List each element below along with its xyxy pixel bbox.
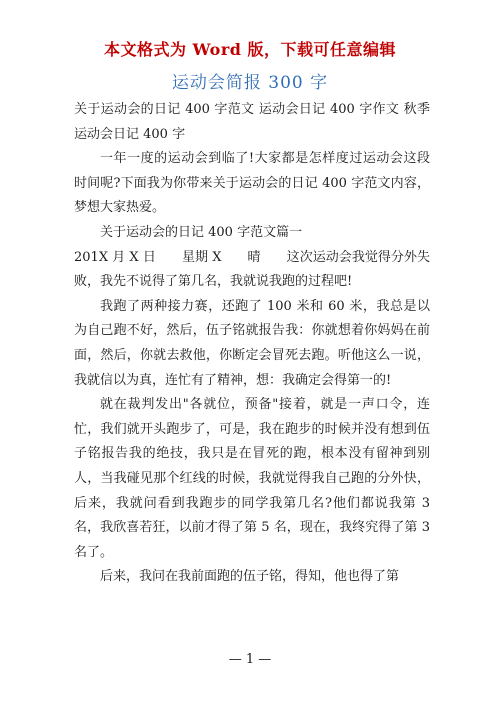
paragraph: 关于运动会的日记 400 字范文 运动会日记 400 字作文 秋季运动会日记 400 字 xyxy=(74,102,430,142)
paragraph: 后来，我问在我前面跑的伍子铭，得知，他也得了第 xyxy=(100,569,400,585)
page-number: — 1 — xyxy=(228,652,272,667)
paragraph: 我跑了两种接力赛，还跑了 100 米和 60 米，我总是以为自己跑不好，然后，伍子铭就报告我：你就想着你妈妈在前面，然后，你就去救他，你断定会冒死去跑。听他这么一说，我就信以为真，连忙有了精神，想：我确定会得第一的! xyxy=(74,298,430,388)
article-body xyxy=(74,98,430,590)
paragraph: 关于运动会的日记 400 字范文篇一 xyxy=(100,224,303,240)
paragraph: 201X 月 X 日 星期 X 晴 这次运动会我觉得分外失败，我先不说得了第几名，我就说我跑的过程吧! xyxy=(74,249,430,290)
paragraph: 就在裁判发出"各就位，预备"接着，就是一声口令，连忙，我们就开头跑步了，可是，我在跑步的时候并没有想到伍子铭报告我的绝技，我只是在冒死的跑，根本没有留神到别人，当我碰见那个红线的时候，我就觉得我自己跑的分外快，后来，我就问看到我跑步的同学我第几名?他们都说我第 3 名，我欣喜若狂，以前才得了第 5 名，现在，我终究得了第 3 名了。 xyxy=(74,397,430,560)
format-banner: 本文格式为 Word 版，下载可任意编辑 xyxy=(103,40,397,59)
paragraph: 一年一度的运动会到临了!大家都是怎样度过运动会这段时间呢?下面我为你带来关于运动会的日记 400 字范文内容，梦想大家热爱。 xyxy=(74,151,430,216)
page-title: 运动会简报 300 字 xyxy=(171,73,329,93)
